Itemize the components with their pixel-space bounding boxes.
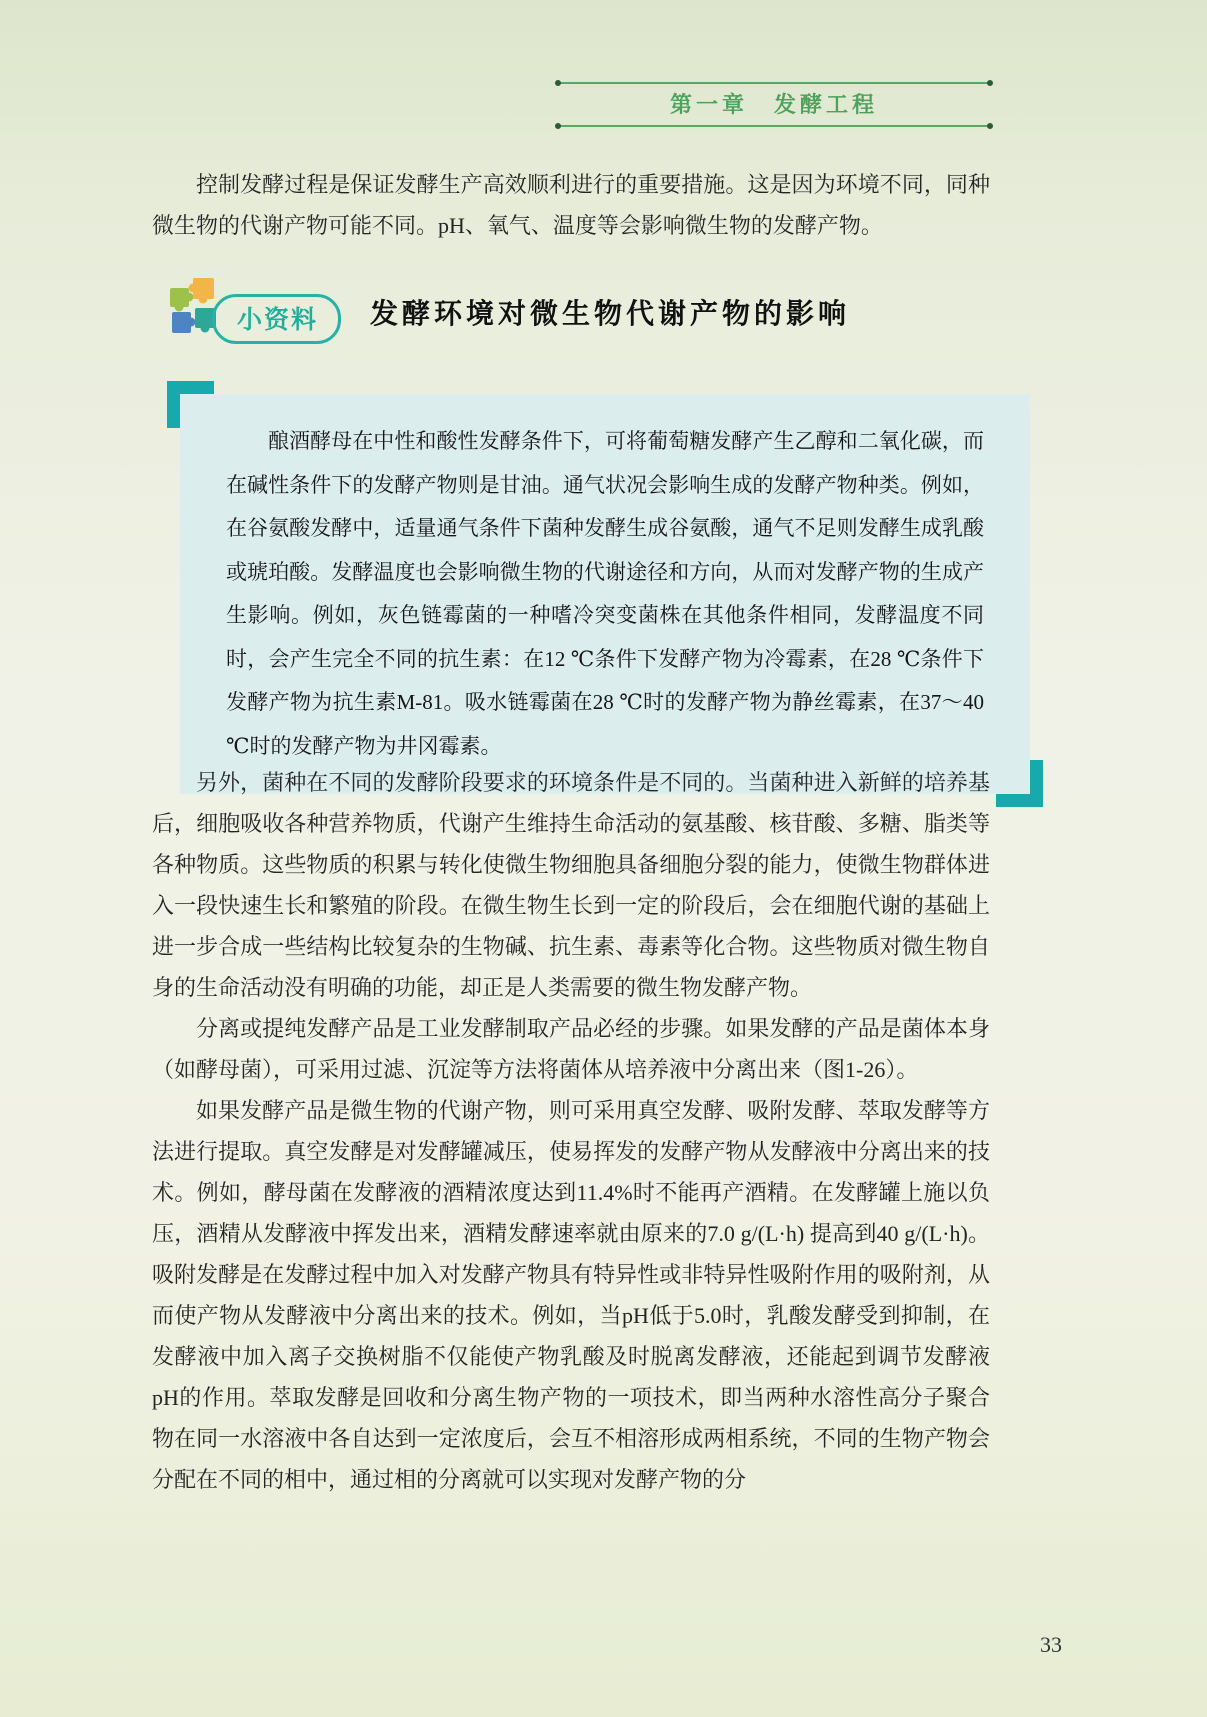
chapter-title: 第一章 发酵工程	[669, 92, 878, 117]
info-badge: 小资料	[212, 294, 341, 344]
body-paragraph: 如果发酵产品是微生物的代谢产物，则可采用真空发酵、吸附发酵、萃取发酵等方法进行提取。真空发酵是对发酵罐减压，使易挥发的发酵产物从发酵液中分离出来的技术。例如，酵母菌在发酵液的酒精浓度达到11.4%时不能再产酒精。在发酵罐上施以负压，酒精从发酵液中挥发出来，酒精发酵速率就由原来的7.0 g/(L·h) 提高到40 g/(L·h)。吸附发酵是在发酵过程中加入对发酵产物具有特异性或非特异性吸附作用的吸附剂，从而使产物从发酵液中分离出来的技术。例如，当pH低于5.0时，乳酸发酵受到抑制，在发酵液中加入离子交换树脂不仅能使产物乳酸及时脱离发酵液，还能起到调节发酵液pH的作用。萃取发酵是回收和分离生物产物的一项技术，即当两种水溶性高分子聚合物在同一水溶液中各自达到一定浓度后，会互不相溶形成两相系统，不同的生物产物会分配在不同的相中，通过相的分离就可以实现对发酵产物的分	[152, 1098, 990, 1492]
corner-bracket-top-left	[167, 381, 214, 428]
header-top-rule	[558, 82, 990, 84]
sidebar-title: 发酵环境对微生物代谢产物的影响	[370, 299, 851, 330]
header-bottom-rule	[558, 125, 990, 127]
corner-bracket-bottom-right	[996, 760, 1043, 807]
main-text	[152, 762, 990, 1500]
body-paragraph: 分离或提纯发酵产品是工业发酵制取产品必经的步骤。如果发酵的产品是菌体本身（如酵母菌），可采用过滤、沉淀等方法将菌体从培养液中分离出来（图1-26）。	[152, 1016, 990, 1082]
page-number: 33	[1040, 1632, 1062, 1657]
intro-paragraph: 控制发酵过程是保证发酵生产高效顺利进行的重要措施。这是因为环境不同，同种微生物的代谢产物可能不同。pH、氧气、温度等会影响微生物的发酵产物。	[152, 172, 990, 238]
body-paragraph: 另外，菌种在不同的发酵阶段要求的环境条件是不同的。当菌种进入新鲜的培养基后，细胞吸收各种营养物质，代谢产生维持生命活动的氨基酸、核苷酸、多糖、脂类等各种物质。这些物质的积累与转化使微生物细胞具备细胞分裂的能力，使微生物群体进入一段快速生长和繁殖的阶段。在微生物生长到一定的阶段后，会在细胞代谢的基础上进一步合成一些结构比较复杂的生物碱、抗生素、毒素等化合物。这些物质对微生物自身的生命活动没有明确的功能，却正是人类需要的微生物发酵产物。	[152, 770, 990, 1000]
info-box	[180, 394, 1030, 794]
chapter-header	[558, 82, 990, 127]
sidebar-head	[160, 272, 1040, 348]
info-box-text: 酿酒酵母在中性和酸性发酵条件下，可将葡萄糖发酵产生乙醇和二氧化碳，而在碱性条件下的发酵产物则是甘油。通气状况会影响生成的发酵产物种类。例如，在谷氨酸发酵中，适量通气条件下菌种发酵生成谷氨酸，通气不足则发酵生成乳酸或琥珀酸。发酵温度也会影响微生物的代谢途径和方向，从而对发酵产物的生成产生影响。例如，灰色链霉菌的一种嗜冷突变菌株在其他条件相同，发酵温度不同时，会产生完全不同的抗生素：在12 ℃条件下发酵产物为冷霉素，在28 ℃条件下发酵产物为抗生素M-81。吸水链霉菌在28 ℃时的发酵产物为静丝霉素，在37～40 ℃时的发酵产物为井冈霉素。	[226, 429, 984, 758]
